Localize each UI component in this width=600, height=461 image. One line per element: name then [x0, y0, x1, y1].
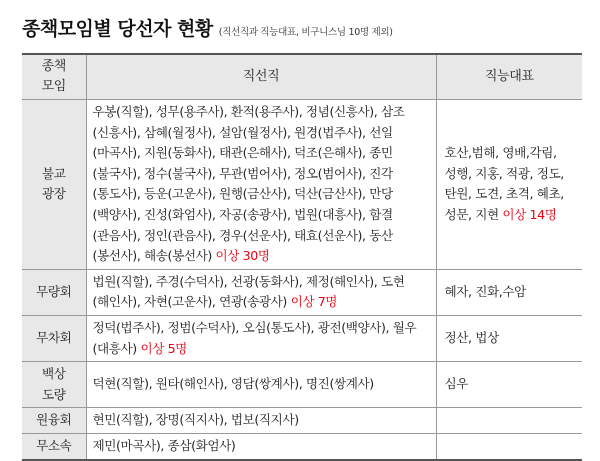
page-subtitle: (직선직과 직능대표, 비구니스님 10명 제외) — [218, 27, 393, 38]
group-cell: 무량회 — [22, 269, 86, 315]
direct-cell: 법원(직할), 주경(수덕사), 선광(동화사), 제정(해인사), 도현(해인사), 자현(고운사), 연광(송광사) 이상 7명 — [86, 269, 436, 315]
group-cell: 백상 도량 — [22, 362, 86, 408]
table-row — [22, 315, 582, 361]
table-row — [22, 433, 582, 459]
rep-count: 이상 14명 — [502, 206, 557, 222]
rep-cell — [436, 408, 582, 434]
table-row — [22, 408, 582, 434]
group-cell: 원융회 — [22, 408, 86, 434]
rep-cell: 심우 — [436, 362, 582, 408]
page-title: 종책모임별 당선자 현황 — [22, 18, 213, 40]
direct-cell: 정덕(법주사), 정범(수덕사), 오심(통도사), 광전(백양사), 월우(대흥사) 이상 5명 — [86, 315, 436, 361]
direct-count: 이상 7명 — [290, 294, 338, 310]
group-cell: 무차회 — [22, 315, 86, 361]
table-row — [22, 269, 582, 315]
direct-count: 이상 5명 — [140, 340, 187, 356]
direct-cell: 우봉(직할), 성무(용주사), 환적(용주사), 정념(신흥사), 삼조(신흥사), 삼혜(월정사), 설암(월정사), 원경(법주사), 선일(마곡사), 지원(동화사), 태관(은해사), 덕조(은해사), 종민(불국사), 정수(불국사), 무관(범어사), 정오(범어사), 진각(통도사), 등운(고운사), 원행(금산사), 덕산(금산사), 만당(백양사), 진성(화엄사), 자공(송광사), 법원(대흥사), 함결(관음사), 정인(관음사), 경우(선운사), 태효(선운사), 동산(봉선사), 해송(봉선사) 이상 30명 — [86, 100, 436, 270]
table-header-row — [22, 54, 582, 100]
results-table — [22, 53, 582, 461]
table-row — [22, 100, 582, 270]
header-group: 종책 모임 — [22, 54, 86, 100]
direct-count: 이상 30명 — [215, 248, 270, 264]
group-cell: 무소속 — [22, 433, 86, 459]
direct-cell: 덕현(직할), 원타(해인사), 영담(쌍계사), 명진(쌍계사) — [86, 362, 436, 408]
direct-cell: 현민(직할), 장명(직지사), 법보(직지사) — [86, 408, 436, 434]
rep-cell — [436, 433, 582, 459]
header-rep: 직능대표 — [436, 54, 582, 100]
group-cell: 불교 광장 — [22, 100, 86, 270]
title-row — [22, 14, 393, 41]
direct-cell: 제민(마곡사), 종삼(화엄사) — [86, 433, 436, 459]
rep-cell: 혜자, 진화,수암 — [436, 269, 582, 315]
rep-cell: 정산, 법상 — [436, 315, 582, 361]
header-direct: 직선직 — [86, 54, 436, 100]
table-row — [22, 362, 582, 408]
rep-cell: 호산,범해, 영배,각림, 성행, 지홍, 적광, 정도, 탄원, 도견, 초격, 혜초, 성문, 지현 이상 14명 — [436, 100, 582, 270]
